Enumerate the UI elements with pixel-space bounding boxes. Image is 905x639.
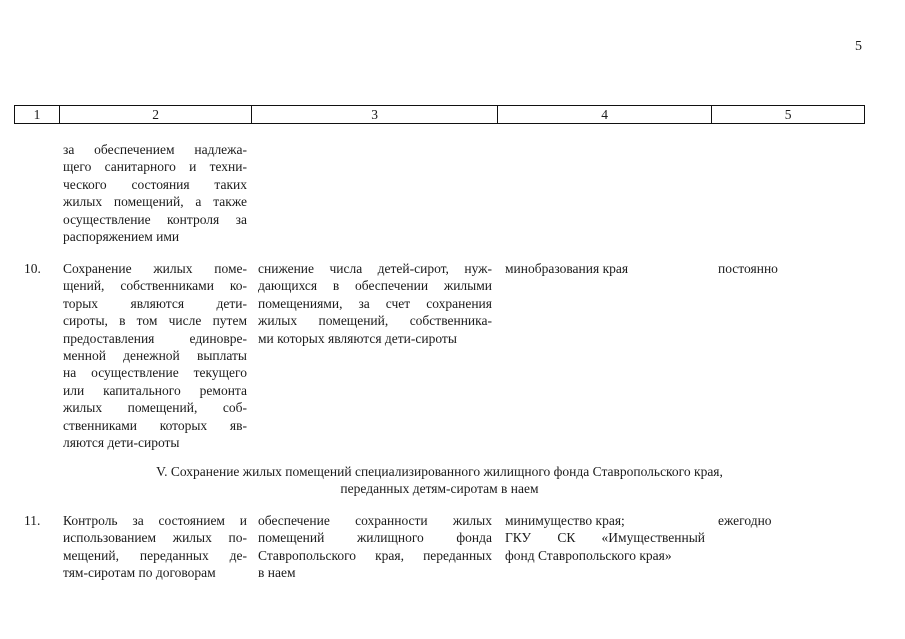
header-cell-4: 4	[498, 106, 713, 123]
text-line: Ставропольского края, переданных	[258, 547, 492, 563]
text-line: дающихся в обеспечении жилыми	[258, 278, 492, 294]
row10-executor	[505, 260, 705, 277]
text-line: в наем	[258, 565, 296, 581]
text-line: помещений жилищного фонда	[258, 530, 492, 546]
text-line: сироты, в том числе путем	[63, 313, 247, 329]
text-line: осуществление контроля за	[63, 211, 247, 227]
section-heading-line1: V. Сохранение жилых помещений специализированного жилищного фонда Ставропольского края,	[156, 464, 723, 479]
text-line: снижение числа детей-сирот, нуж-	[258, 261, 492, 276]
text-line: на осуществление текущего	[63, 365, 247, 381]
header-cell-2: 2	[60, 106, 253, 123]
text-line: фонд Ставропольского края»	[505, 547, 672, 563]
row11-result	[258, 512, 492, 582]
text-line: за обеспечением надлежа-	[63, 142, 247, 157]
text-line: ческого состояния таких	[63, 176, 247, 192]
text-line: мещений, переданных де-	[63, 547, 247, 563]
carry-over-col2	[63, 141, 247, 245]
text-line: торых являются дети-	[63, 295, 247, 311]
row10-number: 10.	[24, 261, 41, 276]
text-line: минобразования края	[505, 261, 629, 276]
table-header-row	[14, 105, 865, 124]
header-cell-1: 1	[15, 106, 60, 123]
section-heading	[14, 463, 865, 498]
text-line: ми которых являются дети-сироты	[258, 330, 457, 346]
row10-measure	[63, 260, 247, 451]
section-heading-line2: переданных детям-сиротам в наем	[340, 481, 539, 497]
row10-result	[258, 260, 492, 347]
text-line: ственниками которых яв-	[63, 417, 247, 433]
text-line: минимущество края;	[505, 513, 625, 528]
text-line: ГКУ СК «Имущественный	[505, 530, 705, 546]
header-cell-5: 5	[784, 107, 792, 122]
text-line: распоряжением ими	[63, 229, 180, 245]
text-line: предоставления единовре-	[63, 330, 247, 346]
text-line: жилых помещений, соб-	[63, 400, 247, 416]
text-line: жилых помещений, а также	[63, 194, 247, 210]
text-line: ляются дети-сироты	[63, 435, 180, 451]
row11-number: 11.	[24, 513, 41, 528]
text-line: помещениями, за счет сохранения	[258, 295, 492, 311]
row11-deadline: ежегодно	[718, 513, 772, 528]
text-line: обеспечение сохранности жилых	[258, 513, 492, 528]
text-line: тям-сиротам по договорам	[63, 565, 216, 581]
row11-executor	[505, 512, 705, 564]
row11-measure	[63, 512, 247, 582]
text-line: или капитального ремонта	[63, 382, 247, 398]
text-line: использованием жилых по-	[63, 530, 247, 546]
text-line: щего санитарного и техни-	[63, 159, 247, 175]
header-cell-3: 3	[252, 106, 497, 123]
page-number: 5	[855, 39, 862, 54]
row10-deadline: постоянно	[718, 261, 778, 276]
text-line: менной денежной выплаты	[63, 348, 247, 364]
text-line: жилых помещений, собственника-	[258, 313, 492, 329]
text-line: Контроль за состоянием и	[63, 513, 247, 528]
text-line: Сохранение жилых поме-	[63, 261, 247, 276]
text-line: щений, собственниками ко-	[63, 278, 247, 294]
